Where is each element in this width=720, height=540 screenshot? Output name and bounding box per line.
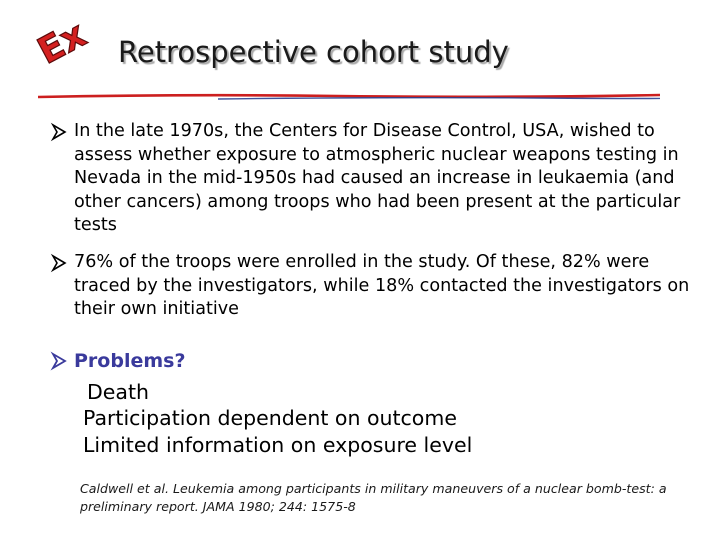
problem-item: Limited information on exposure level xyxy=(83,433,473,457)
arrow-bullet-icon xyxy=(50,251,70,275)
bullet-item xyxy=(50,120,700,238)
title-divider xyxy=(38,86,660,94)
bullet-text: In the late 1970s, the Centers for Disease Control, USA, wished to assess whether exposure to atmospheric nuclear weapons testing in Nevada in the mid-1950s had caused an increase in leukaemia (and other cancers) among troops who had been present at the particular tests xyxy=(74,121,681,236)
citation: Caldwell et al. Leukemia among participants in military maneuvers of a nuclear bomb-test: a preliminary report. JAMA 1980; 244: 1575-8 xyxy=(80,481,667,514)
arrow-bullet-icon xyxy=(50,120,70,144)
ex-logo-graphic xyxy=(30,10,93,73)
problem-item: Participation dependent on outcome xyxy=(83,406,457,430)
problems-heading-text: Problems? xyxy=(74,350,186,372)
arrow-bullet-icon xyxy=(50,349,70,373)
bullet-text: 76% of the troops were enrolled in the study. Of these, 82% were traced by the investigators, while 18% contacted the investigators on their own initiative xyxy=(74,252,690,320)
logo-text: Ex xyxy=(31,13,93,73)
bullet-item xyxy=(50,251,700,322)
ex-logo xyxy=(30,10,93,73)
page-title: Retrospective cohort study xyxy=(118,35,509,69)
problems-heading xyxy=(50,348,350,374)
problem-item: Death xyxy=(87,380,149,404)
